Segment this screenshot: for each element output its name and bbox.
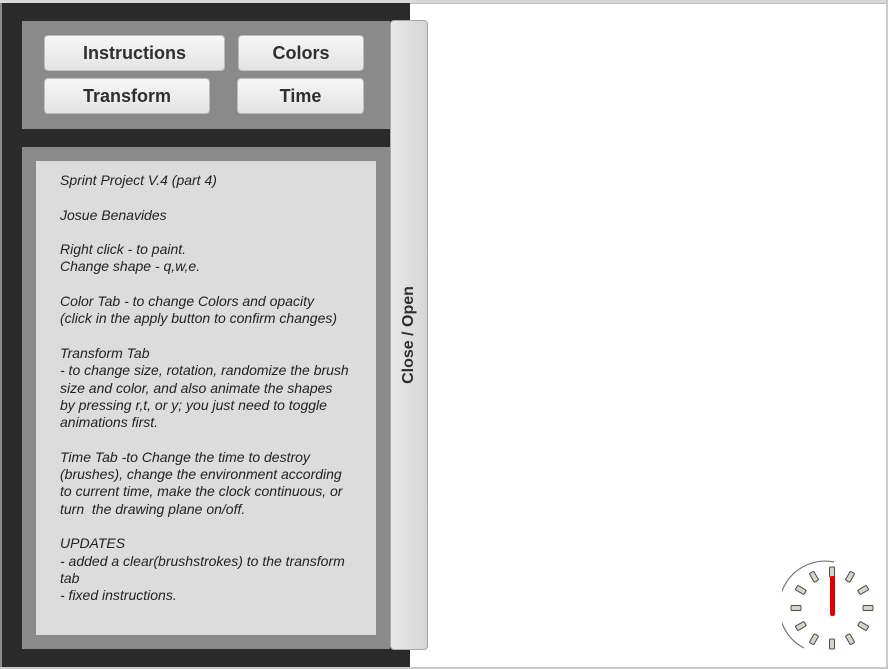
- clock-tick: [830, 639, 835, 649]
- tab-instructions[interactable]: Instructions: [44, 35, 225, 71]
- instructions-time-tab: Time Tab -to Change the time to destroy (brushes), change the environment according to current time, make the clock continuous, or turn the drawing plane on/off.: [60, 448, 343, 517]
- tab-transform[interactable]: Transform: [44, 78, 210, 114]
- instructions-panel: [22, 147, 390, 649]
- close-open-label: Close / Open: [400, 286, 417, 384]
- instructions-title: Sprint Project V.4 (part 4): [60, 172, 217, 188]
- tab-time[interactable]: Time: [237, 78, 364, 114]
- clock-tick: [809, 634, 818, 645]
- clock-tick: [795, 621, 806, 630]
- clock-tick: [845, 571, 854, 582]
- instructions-text[interactable]: [36, 161, 376, 635]
- clock-tick: [845, 634, 854, 645]
- clock-tick: [795, 585, 806, 594]
- clock-rim: [782, 561, 834, 648]
- tab-colors[interactable]: Colors: [238, 35, 364, 71]
- clock-tick: [858, 621, 869, 630]
- tab-bar: [22, 21, 390, 129]
- clock-tick: [830, 567, 835, 577]
- instructions-updates: UPDATES - added a clear(brushstrokes) to the transform tab - fixed instructions.: [60, 535, 345, 604]
- clock-tick: [863, 606, 873, 611]
- close-open-toggle[interactable]: [390, 20, 428, 650]
- side-panel: [0, 3, 410, 669]
- clock-tick: [809, 571, 818, 582]
- instructions-paint: Right click - to paint. Change shape - q,w,e.: [60, 241, 201, 275]
- clock-tick: [791, 606, 801, 611]
- instructions-color-tab: Color Tab - to change Colors and opacity (click in the apply button to confirm changes): [60, 293, 338, 327]
- instructions-transform-tab: Transform Tab - to change size, rotation, randomize the brush size and color, and also animate the shapes by pressing r,t, or y; you just need to toggle animations first.: [60, 344, 349, 431]
- clock-icon: [782, 560, 882, 656]
- clock-tick: [858, 585, 869, 594]
- clock-hand: [830, 576, 835, 616]
- instructions-author: Josue Benavides: [60, 206, 167, 223]
